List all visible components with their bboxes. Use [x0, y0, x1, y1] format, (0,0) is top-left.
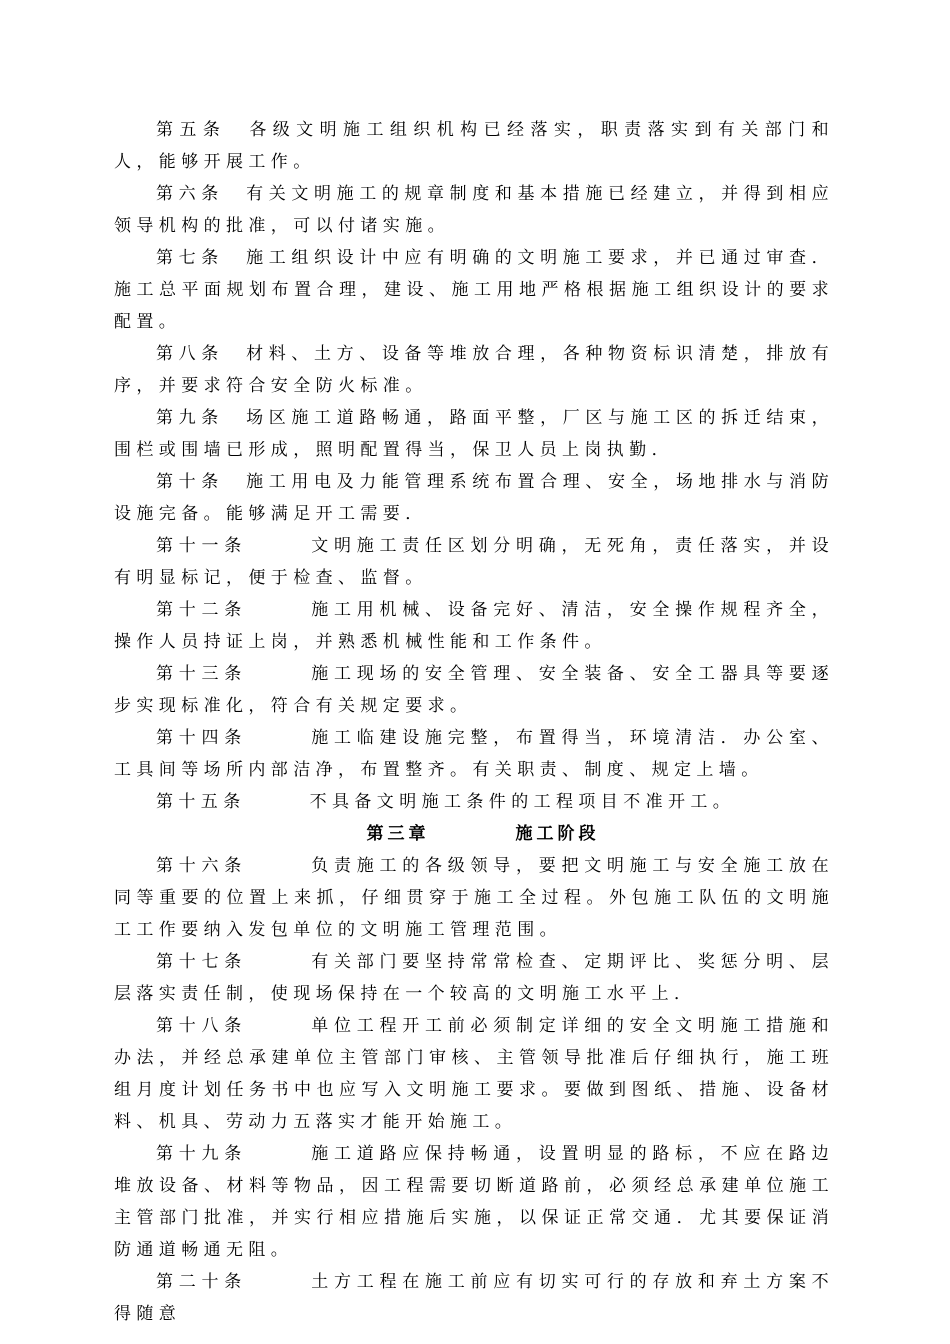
article-number: 第十条 — [156, 472, 224, 492]
article-number: 第八条 — [156, 344, 224, 364]
article-6 — [114, 178, 834, 242]
article-number: 第六条 — [156, 184, 224, 204]
article-9 — [114, 402, 834, 466]
article-text: 施工道路应保持畅通，设置明显的路标，不应在路边堆放设备、材料等物品，因工程需要切断道路前，必须经总承建单位施工主管部门批准，并实行相应措施后实施，以保证正常交通．尤其要保证消防通道畅通无阻。 — [114, 1144, 834, 1260]
article-number: 第十八条 — [156, 1016, 247, 1036]
article-8 — [114, 338, 834, 402]
article-text: 有关文明施工的规章制度和基本措施已经建立，并得到相应领导机构的批准，可以付诸实施。 — [114, 184, 835, 236]
article-text: 土方工程在施工前应有切实可行的存放和弃土方案不得随意 — [114, 1272, 834, 1324]
article-16 — [114, 850, 834, 946]
article-11 — [114, 530, 834, 594]
article-text: 施工用机械、设备完好、清洁，安全操作规程齐全，操作人员持证上岗，并熟悉机械性能和工作条件。 — [114, 600, 834, 652]
article-number: 第十一条 — [156, 536, 247, 556]
article-number: 第五条 — [156, 120, 227, 140]
article-text: 不具备文明施工条件的工程项目不准开工。 — [309, 792, 736, 812]
article-number: 第七条 — [156, 248, 224, 268]
article-text: 文明施工责任区划分明确，无死角，责任落实，并设有明显标记，便于检查、监督。 — [114, 536, 834, 588]
article-7 — [114, 242, 834, 338]
article-number: 第十七条 — [156, 952, 247, 972]
article-13 — [114, 658, 834, 722]
article-number: 第二十条 — [156, 1272, 247, 1292]
article-text: 负责施工的各级领导，要把文明施工与安全施工放在同等重要的位置上来抓，仔细贯穿于施工全过程。外包施工队伍的文明施工工作要纳入发包单位的文明施工管理范围。 — [114, 856, 834, 940]
article-10 — [114, 466, 834, 530]
article-18 — [114, 1010, 834, 1138]
article-number: 第十九条 — [156, 1144, 247, 1164]
article-text: 单位工程开工前必须制定详细的安全文明施工措施和办法，并经总承建单位主管部门审核、主管领导批准后仔细执行，施工班组月度计划任务书中也应写入文明施工要求。要做到图纸、措施、设备材料、机具、劳动力五落实才能开始施工。 — [114, 1016, 834, 1132]
chapter-heading — [114, 818, 834, 850]
article-text: 施工临建设施完整，布置得当，环境清洁．办公室、工具间等场所内部洁净，布置整齐。有关职责、制度、规定上墙。 — [114, 728, 834, 780]
article-text: 施工用电及力能管理系统布置合理、安全，场地排水与消防设施完备。能够满足开工需要． — [114, 472, 835, 524]
article-number: 第十六条 — [156, 856, 247, 876]
article-number: 第十四条 — [156, 728, 247, 748]
article-text: 场区施工道路畅通，路面平整，厂区与施工区的拆迁结束，围栏或围墙已形成，照明配置得当，保卫人员上岗执勤． — [114, 408, 835, 460]
chapter-number: 第三章 — [366, 824, 430, 844]
article-text: 施工现场的安全管理、安全装备、安全工器具等要逐步实现标准化，符合有关规定要求。 — [114, 664, 834, 716]
chapter-title: 施工阶段 — [515, 824, 600, 844]
article-17 — [114, 946, 834, 1010]
article-text: 有关部门要坚持常常检查、定期评比、奖惩分明、层层落实责任制，使现场保持在一个较高的文明施工水平上． — [114, 952, 834, 1004]
article-14 — [114, 722, 834, 786]
article-text: 施工组织设计中应有明确的文明施工要求，并已通过审查．施工总平面规划布置合理，建设、施工用地严格根据施工组织设计的要求配置。 — [114, 248, 835, 332]
article-15 — [114, 786, 834, 818]
article-text: 材料、土方、设备等堆放合理，各种物资标识清楚，排放有序，并要求符合安全防火标准。 — [114, 344, 835, 396]
article-12 — [114, 594, 834, 658]
article-5 — [114, 114, 834, 178]
article-number: 第十五条 — [156, 792, 246, 812]
article-19 — [114, 1138, 834, 1266]
article-number: 第十三条 — [156, 664, 247, 684]
article-number: 第九条 — [156, 408, 224, 428]
document-body — [114, 114, 834, 1330]
article-20 — [114, 1266, 834, 1330]
article-number: 第十二条 — [156, 600, 247, 620]
article-text: 各级文明施工组织机构已经落实，职责落实到有关部门和人，能够开展工作。 — [114, 120, 835, 172]
